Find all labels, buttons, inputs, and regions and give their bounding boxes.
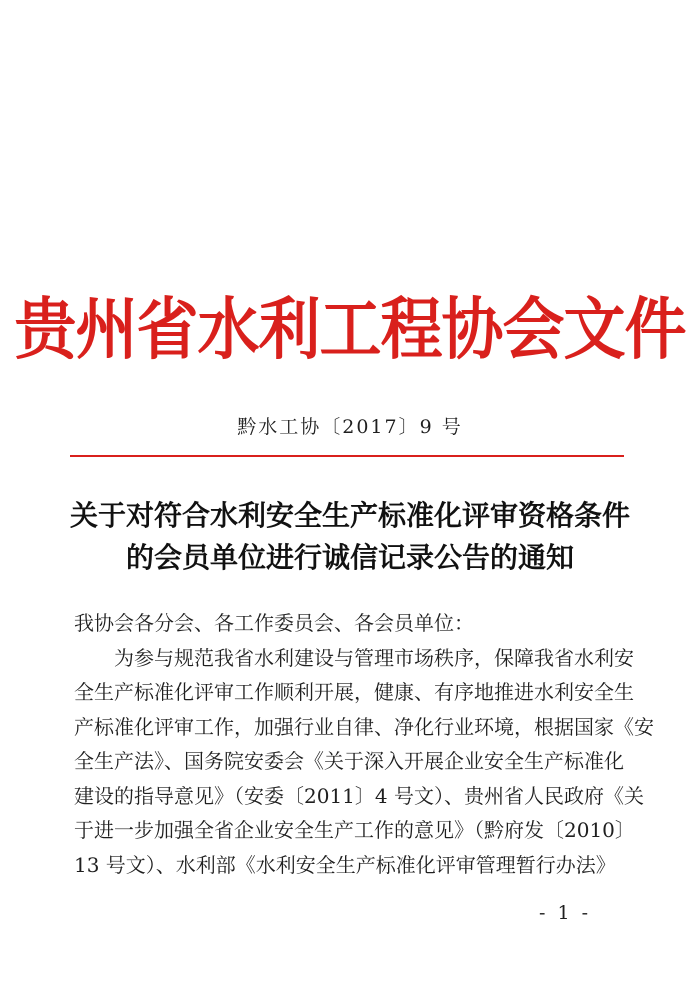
- notice-body: [74, 606, 654, 882]
- body-line: 全生产法》、国务院安委会《关于深入开展企业安全生产标准化: [74, 749, 624, 773]
- body-line: 产标准化评审工作，加强行业自律、净化行业环境，根据国家《安: [74, 714, 654, 739]
- document-number: 黔水工协〔2017〕9 号: [237, 416, 463, 438]
- notice-title: [0, 495, 700, 579]
- salutation: 我协会各分会、各工作委员会、各会员单位：: [74, 611, 474, 635]
- notice-title-line-2: 的会员单位进行诚信记录公告的通知: [125, 541, 574, 574]
- page-number: - 1 -: [538, 902, 591, 924]
- body-line: 13 号文）、水利部《水利安全生产标准化评审管理暂行办法》: [74, 852, 616, 877]
- body-line: 于进一步加强全省企业安全生产工作的意见》（黔府发〔2010〕: [74, 818, 635, 842]
- notice-title-line-1: 关于对符合水利安全生产标准化评审资格条件: [69, 499, 630, 532]
- body-line: 为参与规范我省水利建设与管理市场秩序，保障我省水利安: [114, 645, 634, 670]
- red-divider-line: [70, 455, 624, 457]
- body-line: 建设的指导意见》（安委〔2011〕4 号文）、贵州省人民政府《关: [74, 783, 644, 808]
- body-line: 全生产标准化评审工作顺利开展，健康、有序地推进水利安全生: [74, 680, 634, 704]
- masthead-title: 贵州省水利工程协会文件: [14, 290, 686, 369]
